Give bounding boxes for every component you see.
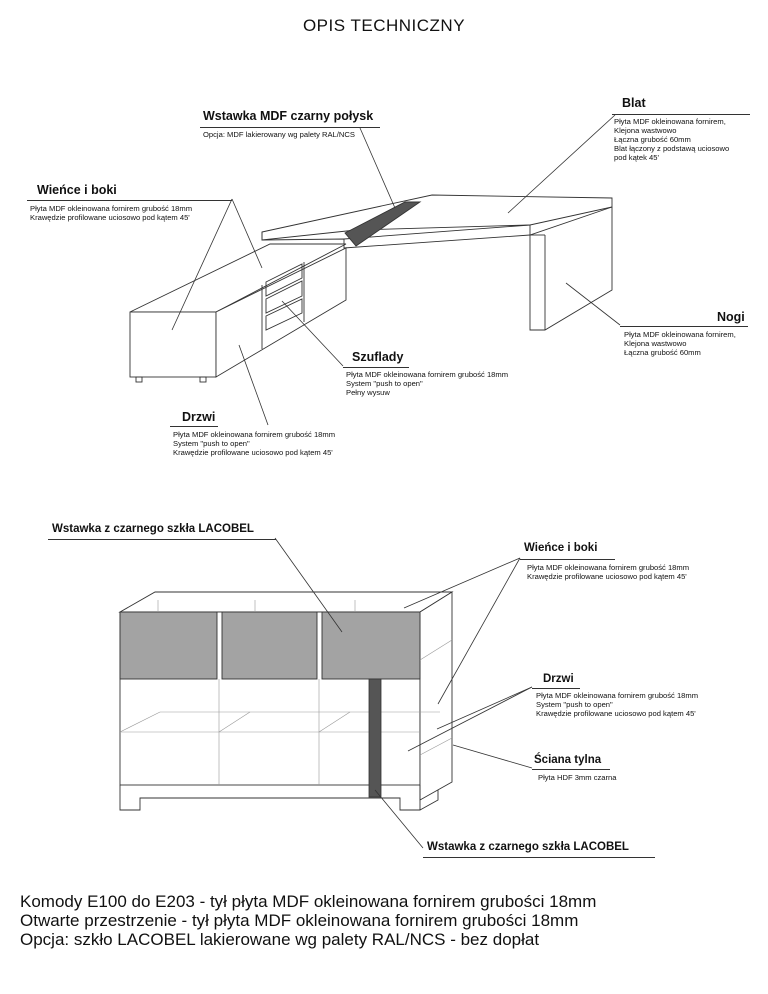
label-lacobel-bottom-title: Wstawka z czarnego szkła LACOBEL: [427, 841, 629, 853]
desk-cabinet-front-left: [130, 312, 216, 377]
lacobel-vertical-insert: [369, 679, 381, 797]
label-nogi-title: Nogi: [717, 310, 745, 324]
footer-line-3: Opcja: szkło LACOBEL lakierowane wg palety RAL/NCS - bez dopłat: [20, 930, 540, 949]
label-wience-cabinet-desc: Płyta MDF okleinowana fornirem grubość 18mm Krawędzie profilowane uciosowo pod kątem 45': [527, 563, 690, 581]
cabinet-top: [120, 592, 452, 612]
label-szuflady-title: Szuflady: [352, 350, 404, 364]
lacobel-panel-2: [222, 612, 317, 679]
label-drzwi-cabinet-desc: Płyta MDF okleinowana fornirem grubość 18mm System "push to open" Krawędzie profilowane uciosowo pod kątem 45': [536, 691, 699, 718]
label-wience-cabinet-title: Wieńce i boki: [524, 542, 598, 554]
footer-line-1: Komody E100 do E203 - tył płyta MDF okleinowana fornirem grubości 18mm: [20, 892, 597, 911]
lacobel-panels: [120, 612, 420, 679]
label-drzwi-cabinet-title: Drzwi: [543, 673, 574, 685]
lacobel-panel-3: [322, 612, 420, 679]
desk-top: [262, 195, 612, 240]
label-drzwi-desk-desc: Płyta MDF okleinowana fornirem grubość 18mm System "push to open" Krawędzie profilowane uciosowo pod kątem 45': [173, 430, 336, 457]
label-sciana-desc: Płyta HDF 3mm czarna: [538, 773, 617, 782]
label-sciana-title: Ściana tylna: [534, 754, 602, 766]
page-title: OPIS TECHNICZNY: [302, 16, 466, 35]
label-wstawka-mdf-title: Wstawka MDF czarny połysk: [203, 109, 374, 123]
label-wience-desk-desc: Płyta MDF okleinowana fornirem grubość 18mm Krawędzie profilowane uciosowo pod kątem 45': [30, 204, 193, 222]
desk-leg: [530, 207, 612, 330]
label-wience-desk-title: Wieńce i boki: [37, 183, 117, 197]
label-blat-desc: Płyta MDF okleinowana fornirem, Klejona wastwowo Łączna grubość 60mm Blat łączony z podstawą uciosowo pod kątek 45': [614, 117, 730, 162]
lacobel-panel-1: [120, 612, 217, 679]
label-wstawka-mdf-desc: Opcja: MDF lakierowany wg palety RAL/NCS: [203, 130, 355, 139]
label-szuflady-desc: Płyta MDF okleinowana fornirem grubość 18mm System "push to open" Pełny wysuw: [346, 370, 509, 397]
label-nogi-desc: Płyta MDF okleinowana fornirem, Klejona wastwowo Łączna grubość 60mm: [624, 330, 736, 357]
label-lacobel-top-title: Wstawka z czarnego szkła LACOBEL: [52, 523, 254, 535]
label-blat-title: Blat: [622, 96, 646, 110]
label-drzwi-desk-title: Drzwi: [182, 410, 216, 424]
footer-line-2: Otwarte przestrzenie - tył płyta MDF okleinowana fornirem grubości 18mm: [20, 911, 579, 930]
footer-notes: [20, 892, 596, 949]
